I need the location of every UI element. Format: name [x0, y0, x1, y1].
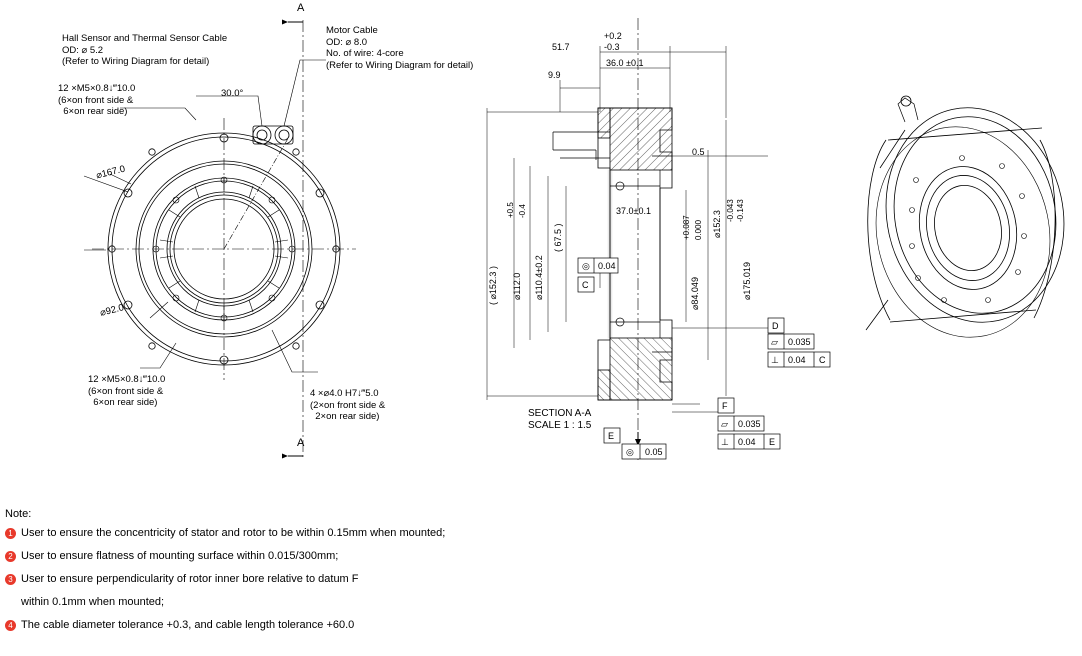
screw-bot-line1: 12 ×M5×0.8↓‴10.0 — [88, 374, 166, 385]
dim-dia-112-upper-tol: +0.5 — [506, 202, 515, 218]
callout-screw-holes-bottom — [88, 374, 165, 409]
callout-motor-cable — [326, 25, 473, 71]
hall-cable-line3: (Refer to Wiring Diagram for detail) — [62, 56, 210, 67]
callout-screw-holes-top — [58, 83, 135, 118]
note-bullet-1: 1 — [5, 528, 16, 539]
dim-67-5: ( 67.5 ) — [553, 223, 563, 252]
dim-dia-92: ⌀92.0 — [98, 302, 126, 319]
screw-bot-line3: 6×on rear side) — [88, 397, 158, 408]
section-marker-bottom: A — [297, 437, 305, 449]
motor-cable-line4: (Refer to Wiring Diagram for detail) — [326, 59, 474, 71]
dim-51-7-lower-tol: -0.3 — [604, 42, 620, 52]
dim-dia-112: ⌀112.0 — [512, 272, 522, 300]
screw-bot-line2: (6×on front side & — [88, 385, 164, 397]
dim-0-5: 0.5 — [692, 147, 705, 157]
gdt-flatness-d-symbol: ▱ — [771, 337, 778, 347]
dim-dia-84-049: ⌀84.049 — [690, 277, 700, 310]
gdt-flatness-f-symbol: ▱ — [721, 419, 728, 429]
section-title: SECTION A-A — [528, 408, 592, 419]
dim-51-7-upper-tol: +0.2 — [604, 31, 622, 41]
note-item-3 — [5, 572, 705, 587]
gdt-perp-d-datum: C — [819, 355, 826, 365]
note-bullet-3: 3 — [5, 574, 16, 585]
screw-top-line3: 6×on rear side) — [58, 106, 128, 117]
gdt-perp-d-value: 0.04 — [788, 355, 806, 365]
note-bullet-2: 2 — [5, 551, 16, 562]
dim-dia-112-lower-tol: -0.4 — [518, 204, 527, 218]
note-item-2 — [5, 549, 705, 564]
dim-dia-110-4: ⌀110.4±0.2 — [534, 255, 544, 300]
gdt-concentricity-e-symbol: ◎ — [626, 447, 634, 457]
note-bullet-4: 4 — [5, 620, 16, 631]
dim-dia-84-lower-tol: 0.000 — [694, 219, 703, 240]
dim-36: 36.0 ±0.1 — [606, 58, 644, 68]
dim-dia-152-3-upper-tol: -0.043 — [726, 199, 735, 222]
dowel-line1: 4 ×⌀4.0 H7↓‴5.0 — [310, 388, 379, 399]
gdt-perp-d-symbol: ⊥ — [771, 355, 779, 365]
callout-hall-sensor-cable — [62, 33, 227, 68]
gdt-flatness-f-value: 0.035 — [738, 419, 761, 429]
datum-c-label: C — [582, 280, 589, 290]
datum-e-label: E — [608, 431, 615, 441]
section-marker-top: A — [297, 2, 305, 14]
dim-51-7: 51.7 — [552, 42, 570, 52]
iso-view — [857, 91, 1082, 354]
callout-dowel-holes — [310, 388, 385, 423]
dim-37: 37.0±0.1 — [616, 206, 651, 216]
dim-dia-175-019: ⌀175.019 — [742, 262, 752, 300]
dim-152-3-ref: ( ⌀152.3 ) — [488, 266, 498, 305]
note-text-2: User to ensure flatness of mounting surface within 0.015/300mm; — [21, 550, 339, 562]
note-item-1 — [5, 526, 705, 541]
dowel-line3: 2×on rear side) — [310, 411, 380, 422]
motor-cable-line2: OD: ⌀ 8.0 — [326, 36, 368, 48]
gdt-flatness-d-value: 0.035 — [788, 337, 811, 347]
gdt-concentricity-e-value: 0.05 — [645, 447, 663, 457]
note-item-4 — [5, 618, 705, 633]
notes-block — [5, 508, 705, 641]
dim-dia-167: ⌀167.0 — [95, 163, 127, 182]
dim-dia-152-3-lower-tol: -0.143 — [736, 199, 745, 222]
dowel-line2: (2×on front side & — [310, 399, 386, 411]
dim-dia-84-upper-tol: +0.087 — [682, 215, 691, 240]
gdt-perp-f-symbol: ⊥ — [721, 437, 729, 447]
note-text-4: The cable diameter tolerance +0.3, and cable length tolerance +60.0 — [21, 619, 355, 631]
motor-cable-line3: No. of wire: 4-core — [326, 48, 404, 59]
section-scale: SCALE 1 : 1.5 — [528, 420, 592, 431]
hall-cable-line1: Hall Sensor and Thermal Sensor Cable — [62, 33, 228, 44]
dim-9-9: 9.9 — [548, 70, 561, 80]
gdt-perp-f-datum: E — [769, 437, 776, 447]
dim-dia-152-3: ⌀152.3 — [712, 210, 722, 238]
gdt-concentricity-c-value: 0.04 — [598, 261, 616, 271]
section-view — [487, 18, 768, 460]
motor-cable-line1: Motor Cable — [326, 25, 378, 36]
gdt-perp-f-value: 0.04 — [738, 437, 756, 447]
hall-cable-line2: OD: ⌀ 5.2 — [62, 44, 104, 56]
note-text-3: User to ensure perpendicularity of rotor inner bore relative to datum F — [21, 573, 359, 585]
datum-d-label: D — [772, 321, 779, 331]
datum-f-label: F — [722, 401, 728, 411]
gdt-concentricity-c-symbol: ◎ — [582, 261, 590, 271]
screw-top-line2: (6×on front side & — [58, 94, 134, 106]
note-text-1: User to ensure the concentricity of stator and rotor to be within 0.15mm when mounted; — [21, 527, 446, 539]
notes-heading: Note: — [5, 508, 32, 520]
dim-angle-30: 30.0° — [221, 88, 244, 99]
note-text-3-continued: within 0.1mm when mounted; — [21, 596, 165, 608]
screw-top-line1: 12 ×M5×0.8↓‴10.0 — [58, 83, 136, 94]
